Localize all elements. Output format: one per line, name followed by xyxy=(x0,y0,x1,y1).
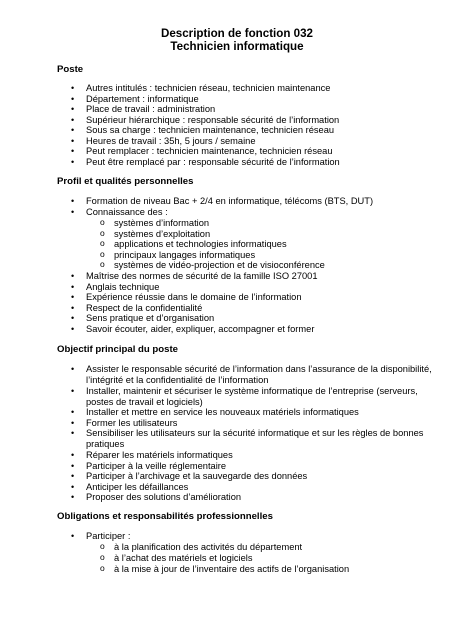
list-item: • Installer, maintenir et sécuriser le système informatique de l’entreprise (serveurs, xyxy=(86,386,436,397)
list-item: • Sensibiliser les utilisateurs sur la sécurité informatique et sur les règles de bonnes xyxy=(86,428,436,439)
sub-list-item: o principaux langages informatiques xyxy=(114,250,434,261)
section-heading-obligations: Obligations et responsabilités professionnelles xyxy=(57,511,273,522)
list-item: • Savoir écouter, aider, expliquer, accompagner et former xyxy=(86,324,436,335)
sub-list-item: o systèmes d’exploitation xyxy=(114,229,434,240)
list-item: • Former les utilisateurs xyxy=(86,418,436,429)
section-heading-poste: Poste xyxy=(57,64,84,75)
list-item: • Heures de travail : 35h, 5 jours / semaine xyxy=(86,136,436,147)
list-item: • Formation de niveau Bac + 2/4 en informatique, télécoms (BTS, DUT) xyxy=(86,196,436,207)
document-title: Description de fonction 032 xyxy=(160,27,314,40)
list-item: • Maîtrise des normes de sécurité de la famille ISO 27001 xyxy=(86,271,436,282)
list-item: • Assister le responsable sécurité de l’information dans l’assurance de la disponibilité, xyxy=(86,364,436,375)
section-heading-profil: Profil et qualités personnelles xyxy=(57,176,194,187)
list-item: • Supérieur hiérarchique : responsable sécurité de l’information xyxy=(86,115,436,126)
list-item: • Réparer les matériels informatiques xyxy=(86,450,436,461)
list-item: • Proposer des solutions d’amélioration xyxy=(86,492,436,503)
document-subtitle: Technicien informatique xyxy=(170,40,304,53)
list-item: • Peut remplacer : technicien maintenance, technicien réseau xyxy=(86,146,436,157)
list-item: • Anglais technique xyxy=(86,282,436,293)
list-item: • Anticiper les défaillances xyxy=(86,482,436,493)
sub-list-item: o à la planification des activités du département xyxy=(114,542,434,553)
list-item: • Connaissance des : xyxy=(86,207,436,218)
list-item: • Place de travail : administration xyxy=(86,104,436,115)
list-item: • Participer : xyxy=(86,531,436,542)
list-item: • Installer et mettre en service les nouveaux matériels informatiques xyxy=(86,407,436,418)
list-item: • Peut être remplacé par : responsable sécurité de l’information xyxy=(86,157,436,168)
list-item: • Département : informatique xyxy=(86,94,436,105)
sub-list-item: o systèmes de vidéo-projection et de visioconférence xyxy=(114,260,434,271)
list-item-continuation: postes de travail et logiciels) xyxy=(86,397,203,407)
list-item-continuation: pratiques xyxy=(86,439,125,449)
list-item: • Sens pratique et d’organisation xyxy=(86,313,436,324)
list-item: • Sous sa charge : technicien maintenance, technicien réseau xyxy=(86,125,436,136)
list-item: • Participer à l’archivage et la sauvegarde des données xyxy=(86,471,436,482)
list-item: • Expérience réussie dans le domaine de l’information xyxy=(86,292,436,303)
list-item: • Respect de la confidentialité xyxy=(86,303,436,314)
list-item-continuation: l’intégrité et la confidentialité de l’information xyxy=(86,375,269,385)
sub-list-item: o applications et technologies informatiques xyxy=(114,239,434,250)
sub-list-item: o systèmes d’information xyxy=(114,218,434,229)
section-heading-objectif: Objectif principal du poste xyxy=(57,344,178,355)
sub-list-item: o à l’achat des matériels et logiciels xyxy=(114,553,434,564)
list-item: • Participer à la veille réglementaire xyxy=(86,461,436,472)
list-item: • Autres intitulés : technicien réseau, technicien maintenance xyxy=(86,83,436,94)
sub-list-item: o à la mise à jour de l’inventaire des actifs de l’organisation xyxy=(114,564,434,575)
